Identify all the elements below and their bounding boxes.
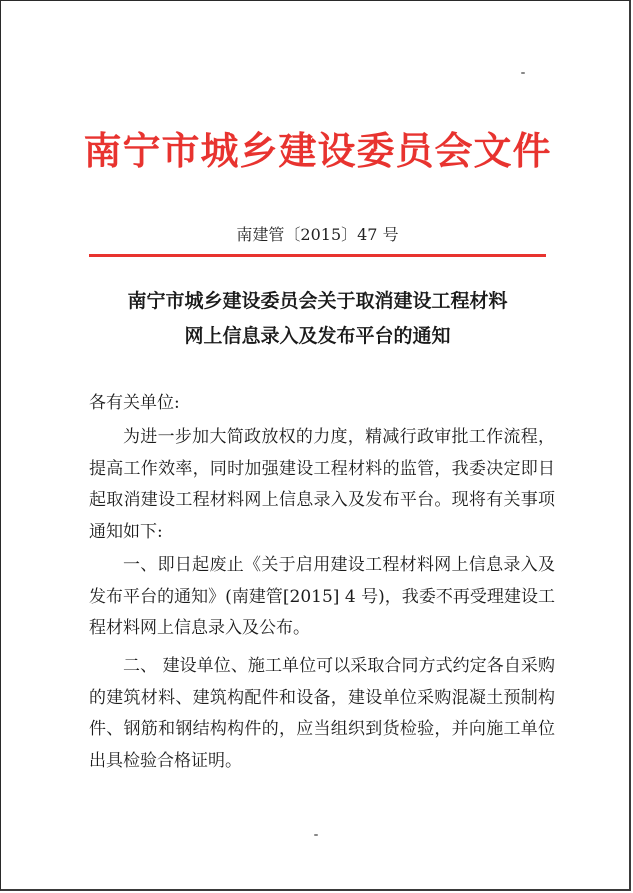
notice-title-line-1: 南宁市城乡建设委员会关于取消建设工程材料: [127, 290, 508, 312]
red-divider-line: [89, 254, 546, 257]
body-paragraph-item-2: 二、 建设单位、施工单位可以采取合同方式约定各自采购的建筑材料、建筑构配件和设备，建设单位采购混凝土预制构件、钢筋和钢结构构件的，应当组织到货检验，并向施工单位出具检验合格证明。: [89, 656, 555, 771]
notice-title-line-2: 网上信息录入及发布平台的通知: [184, 325, 451, 347]
salutation: 各有关单位:: [89, 393, 180, 413]
scan-speck: [314, 834, 318, 836]
body-paragraph-intro: 为进一步加大简政放权的力度，精减行政审批工作流程，提高工作效率，同时加强建设工程材料的监管，我委决定即日起取消建设工程材料网上信息录入及发布平台。现将有关事项通知如下:: [89, 427, 555, 542]
scan-speck: [521, 72, 525, 74]
document-number: 南建管〔2015〕47 号: [236, 225, 399, 244]
masthead-title: 南宁市城乡建设委员会文件: [83, 129, 552, 173]
body-paragraph-item-1: 一、即日起废止《关于启用建设工程材料网上信息录入及发布平台的通知》(南建管[2015] 4 号)，我委不再受理建设工程材料网上信息录入及公布。: [89, 555, 555, 638]
